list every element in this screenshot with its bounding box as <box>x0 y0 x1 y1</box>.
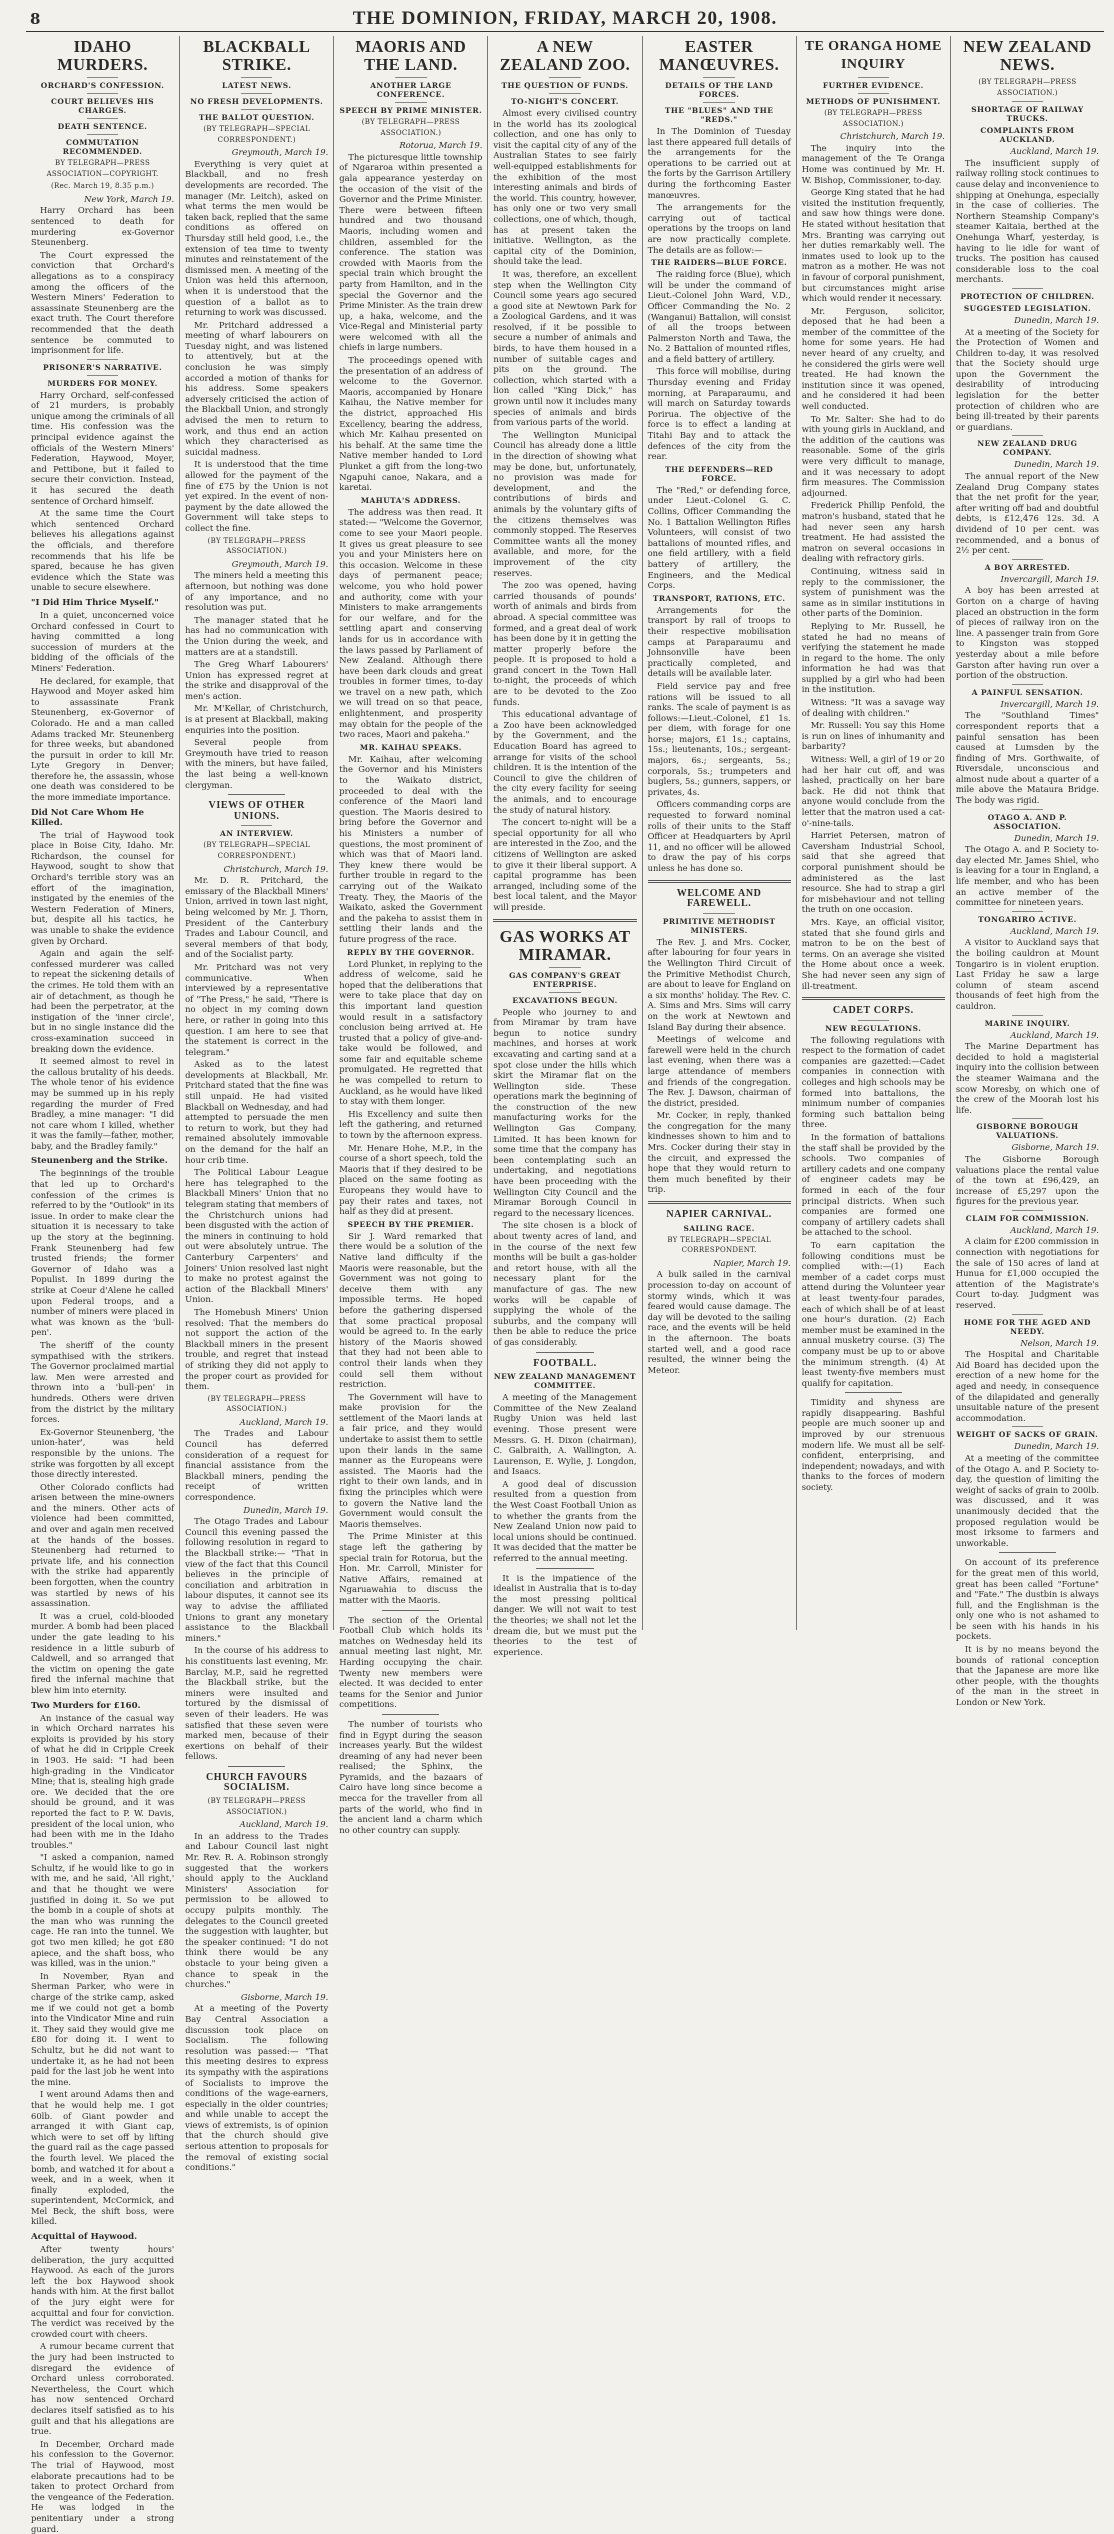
section-title: NAPIER CARNIVAL. <box>666 1209 772 1221</box>
paragraph: In the course of his address to his constituents last evening, Mr. Barclay, M.P., said he regretted the Blackball strike, but the miners were insulted and tortured by the dismissal of seven of their leaders. He was satisfied that these seven were marked men, because of their exertions on behalf of their fellows. <box>185 1645 329 1762</box>
paragraph: It seemed almost to revel in the callous brutality of his deeds. The whole tenor of his evidence may be summed up in his reply regarding the murder of Fred Bradley, a mine manager: "I did not care whom I killed, whether it was the family—father, mother, baby, and the Bradley family." <box>31 1056 175 1151</box>
paragraph: In November, Ryan and Sherman Parker, who were in charge of the strike camp, asked me if we could not get a bomb into the Vindicator Mine and ruin it. They said they would give me £80 for doing it. I went to Schultz, but he did not want to undertake it, as he had not been paid for the last job he went into the mine. <box>31 1970 175 2087</box>
headline: NEW ZEALAND NEWS. <box>963 37 1092 74</box>
newspaper-title: THE DOMINION, FRIDAY, MARCH 20, 1908. <box>352 8 778 29</box>
dateline: BY TELEGRAPH—PRESS ASSOCIATION—COPYRIGHT. <box>46 159 159 178</box>
dateline: (BY TELEGRAPH—SPECIAL CORRESPONDENT.) <box>203 125 311 144</box>
subheading: WEIGHT OF SACKS OF GRAIN. <box>956 1430 1099 1440</box>
paragraph: The "Red," or defending force, under Lieut.-Colonel G. C. Collins, Officer Commanding the No. 1 Battalion Wellington Rifles Volunteers, will consist of two battalions of mounted rifles, and one field artillery, with a field battery of artillery, the Engineers, and the Medical Corps. <box>647 484 791 591</box>
place-date: Gisborne, March 19. <box>1011 1142 1099 1153</box>
subheading: CLAIM FOR COMMISSION. <box>965 1213 1090 1223</box>
place-date: Auckland, March 19. <box>1010 1224 1099 1235</box>
paragraph: Almost every civilised country in the world has its zoological collection, and one has only to visit the capital city of any of the Australian States to see fairly well-equipped establishments for the exhibition of the most interesting animals and birds of the world. This country, however, has only one or two very small collections, one of which, though, has at present taken the initiative. Wellington, as the capital city of the Dominion, should take the lead. <box>493 108 637 267</box>
headline: BLACKBALL STRIKE. <box>203 37 311 74</box>
subheading: GISBORNE BOROUGH VALUATIONS. <box>976 1122 1079 1141</box>
dateline: (Rec. March 19, 8.35 p.m.) <box>51 182 155 191</box>
paragraph: Witness: "It was a savage way of dealing with children." <box>801 697 945 718</box>
paragraph: Field service pay and free rations will be issued to all ranks. The scale of payment is as follows:—Lieut.-Colonel, £1 1s. per diem, with forage for one horse; majors, £1 1s.; captains, 15s.; lieutenants, 10s.; sergeant-majors, 6s.; sergeants, 5s.; corporals, 5s.; trumpeters and buglers, 5s.; gunners, sappers, or privates, 4s. <box>647 680 791 797</box>
paragraph: Lord Plunket, in replying to the address of welcome, said he hoped that the deliberations that were to take place that day on this important land question would result in a satisfactory conclusion being arrived at. He trusted that a policy of give-and-take would be followed, and some fair and equitable scheme promulgated. He regretted that he was compelled to return to Auckland, as he would have liked to stay with them longer. <box>339 958 483 1107</box>
subheading: METHODS OF PUNISHMENT. <box>806 97 941 106</box>
subheading: THE DEFENDERS—RED FORCE. <box>665 464 774 483</box>
paragraph: At the same time the Court which sentenced Orchard believes his allegations against the officials, and therefore recommends that his life be spared, because he has given evidence which the State was unable to secure elsewhere. <box>31 508 175 593</box>
paragraph: The Prime Minister at this stage left the gathering by special train for Rotorua, but the Hon. Mr. Carroll, Minister for Native Affairs, remained at Ngaruawahia to discuss the matter with the Maoris. <box>339 1531 483 1605</box>
subheading: TONGARIRO ACTIVE. <box>978 914 1077 924</box>
paragraph: The Greg Wharf Labourers' Union has expressed regret at the strike and disapproval of the men's action. <box>185 659 329 701</box>
paragraph: The arrangements for the carrying out of tactical operations by the troops on land are now practically complete. The details are as follow:— <box>647 202 791 255</box>
subheading: PRISONER'S NARRATIVE. <box>43 362 163 372</box>
paragraph: At a meeting of the Poverty Bay Central Association a discussion took place on Socialism. The following resolution was passed:— "That this meeting desires to express its sympathy with the aspirations of Socialists to improve the conditions of the wage-earners, especially in the older countries; and while unable to accept the views of extremists, is of opinion that the church should give serious attention to proposals for the removal of existing social conditions." <box>185 2003 329 2173</box>
subheading: COMPLAINTS FROM AUCKLAND. <box>980 126 1075 145</box>
headline: MAORIS AND THE LAND. <box>355 37 467 74</box>
column-new-zealand-zoo <box>487 36 641 1657</box>
paragraph: A bulk sailed in the carnival procession to-day on account of stormy winds, which it was feared would cause damage. The day will be devoted to the sailing race, and the events will be held in the afternoon. The boats started well, and a good race resulted, the winner being the Meteor. <box>647 1269 791 1375</box>
subheading: NEW REGULATIONS. <box>825 1023 922 1033</box>
paragraph: The section of the Oriental Football Club which holds its matches on Wednesday held its annual meeting last night, Mr. Harding occupying the chair. Twenty new members were elected. It was decided to enter teams for the Senior and Junior competitions. <box>339 1614 483 1710</box>
paragraph: To Mr. Salter: She had to do with young girls in Auckland, and the addition of the cautions was reasonable. Some of the girls were very difficult to manage, and it was necessary to adopt firm measures. The Commission adjourned. <box>801 413 945 498</box>
paragraph: In an address to the Trades and Labour Council last night Mr. Rev. R. A. Robinson strongly suggested that the workers should apply to the Auckland Ministers' Association for permission to be allowed to occupy pulpits monthly. The delegates to the Council greeted the suggestion with laughter, but the speaker continued: "I do not think there would be any obstacle to your being given a chance to speak in the churches." <box>185 1830 329 1990</box>
paragraph: Sir J. Ward remarked that there would be a solution of the Native land difficulty if the Maoris were reasonable, but the Government was not going to deceive them with any impossible terms. He hoped before the gathering dispersed that some practical proposal would be agreed to. In the early history of the Maoris showed that they had not been able to control their lands when they could sell them without restriction. <box>339 1230 483 1390</box>
section-heading: "I Did Him Thrice Myself." <box>31 597 159 608</box>
paragraph: Everything is very quiet at Blackball, and no fresh developments are recorded. The manager (Mr. Leitch), asked on what terms the men would be taken back, replied that the same conditions as offered on Thursday still held good, i.e., the extension of tea time to twenty minutes and reinstatement of the dismissed men. A meeting of the Union was held this afternoon, when it is understood that the question of a ballot as to returning to work was discussed. <box>185 158 329 318</box>
subheading: GAS COMPANY'S GREAT ENTERPRISE. <box>509 970 621 989</box>
paragraph: The Rev. J. and Mrs. Cocker, after labouring for four years in the Wellington Third Circuit of the Primitive Methodist Church, are about to leave for England on a six months' holiday. The Rev. C. A. Sims and Mrs. Sims will carry on the work at Newtown and Island Bay during their absence. <box>647 936 791 1032</box>
paragraph: He declared, for example, that Haywood and Moyer asked him to assassinate Frank Steunenberg, ex-Governor of Colorado. He and a man called Adams tracked Mr. Steunenberg for three weeks, but abandoned the pursuit in order to kill Mr. Lyte Gregory in Denver; therefore he, the assassin, whose one death was considered to be the more immediate importance. <box>31 675 175 803</box>
place-date: Greymouth, March 19. <box>231 558 329 569</box>
place-date: Auckland, March 19. <box>1010 146 1099 157</box>
paragraph: A good deal of discussion resulted from a question from the West Coast Football Union as to whether the grants from the New Zealand Union now paid to local unions should be continued. It was decided that the matter be referred to the annual meeting. <box>493 1478 637 1564</box>
paragraph: Harry Orchard has been sentenced to death for murdering ex-Governor Steunenberg. <box>31 205 175 248</box>
column-idaho-murders <box>26 36 179 2534</box>
paragraph: The "Southland Times" correspondent reports that a painful sensation has been caused at Lumsden by the finding of Mrs. Gorthwaite, of Riversdale, unconscious and almost nude about a quarter of a mile above the Mataura Bridge. The body was rigid. <box>955 710 1099 806</box>
paragraph: A claim for £200 commission in connection with negotiations for the sale of 150 acres of land at Hunua for £1,000 occupied the attention of the Magistrate's Court to-day. Judgment was reserved. <box>955 1236 1099 1311</box>
subheading: SPEECH BY PRIME MINISTER. <box>339 106 483 115</box>
paragraph: George King stated that he had visited the institution frequently, and saw how things were done. He stated without hesitation that Mrs. Branting was carrying out her duties remarkably well. The inmates used to look up to the matron as a mother. He was not in favour of corporal punishment, but circumstances might arise which would render it necessary. <box>801 187 945 304</box>
section-heading: Two Murders for £160. <box>31 1700 141 1711</box>
paragraph: The Marine Department has decided to hold a magisterial inquiry into the collision between the steamer Waimana and the scow Moresby, on which one of the crew of the Moorah lost his life. <box>955 1041 1099 1115</box>
paragraph: The insufficient supply of railway rolling stock continues to cause delay and inconvenience to shipping at Onehunga, especially in the case of collieries. The Northern Steamship Company's steamer Kaitaia, berthed at the Onehunga Wharf, yesterday, is having to lie idle for want of trucks. The position has caused considerable loss to the coal merchants. <box>955 157 1099 285</box>
masthead <box>26 8 1104 32</box>
section-title: WELCOME AND FAREWELL. <box>676 887 762 910</box>
place-date: Dunedin, March 19. <box>1014 459 1099 470</box>
paragraph: The manager stated that he has had no communication with the Union during the week, and matters are at a standstill. <box>185 614 329 657</box>
place-date: Gisborne, March 19. <box>240 1991 329 2002</box>
paragraph: It was a cruel, cold-blooded murder. A bomb had been placed under the gate leading to his residence in a little suburb of Caldwell, and so arranged that the victim on opening the gate fired the infernal machine that blew him into eternity. <box>31 1610 175 1695</box>
subheading: LATEST NEWS. <box>222 81 292 90</box>
paragraph: The zoo was opened, having carried thousands of pounds' worth of animals and birds from abroad. A special committee was formed, and a great deal of work has been done by it in getting the matter properly before the people. It is proposed to hold a grand concert in the Town Hall to-night, the proceeds of which are to be devoted to the Zoo funds. <box>493 580 637 707</box>
dateline: (BY TELEGRAPH—PRESS ASSOCIATION.) <box>207 536 306 556</box>
paragraph: In a quiet, unconcerned voice Orchard confessed in Court to having committed a long succession of murders at the bidding of the officials of the Miners' Federation. <box>31 609 175 673</box>
paragraph: The address was then read. It stated:— "Welcome the Governor, come to see your Maori people. It gives us great pleasure to see you and your Ministers here on this occasion. Welcome in these days of permanent peace; welcome, you who hold power and authority, come with your Ministers to make arrangements for our welfare, and for the settling apart and conserving lands for us in accordance with the laws passed by Parliament of New Zealand. Although there have been dark clouds and great troubles in former times, to-day we travel on a new path, which we will tread on so that peace, enlightenment, and prosperity may obtain for the people of the two races, Maori and pakeha." <box>339 506 483 740</box>
subheading: AN INTERVIEW. <box>220 829 294 839</box>
paragraph: Mr. D. R. Pritchard, the emissary of the Blackball Miners' Union, arrived in town last night, being welcomed by Mr. J. Thorn, President of the Canterbury Trades and Labour Council, and several members of that body, and of the Socialist party. <box>185 875 329 960</box>
subheading: NEW ZEALAND MANAGEMENT COMMITTEE. <box>493 1372 637 1391</box>
place-date: Invercargill, March 19. <box>1000 698 1099 709</box>
subheading: THE QUESTION OF FUNDS. <box>501 81 629 90</box>
paragraph: Mr. Pritchard addressed a meeting of wharf labourers on Tuesday night, and was listened to attentively, but at the conclusion he was simply accorded a motion of thanks for his address. Some speakers adversely criticised the action of the Blackball Union, and strongly advised the men to return to work, and thus end an action which they characterised as suicidal madness. <box>185 319 329 457</box>
dateline: (BY TELEGRAPH—PRESS ASSOCIATION.) <box>207 1394 306 1414</box>
paragraph: The Otago Trades and Labour Council this evening passed the following resolution in regard to the Blackball strike:— "That in view of the fact that this Council believes in the principle of conciliation and arbitration in labour disputes, it cannot see its way to advise the affiliated Unions to grant any monetary assistance to the Blackball miners." <box>185 1516 329 1643</box>
place-date: Dunedin, March 19. <box>1014 314 1099 325</box>
paragraph: The inquiry into the management of the Te Oranga Home was continued by Mr. H. W. Bishop, Commissioner, to-day. <box>801 142 945 185</box>
section-heading: Did Not Care Whom He Killed. <box>31 807 144 828</box>
paragraph: The Political Labour League here has telegraphed to the Blackball Miners' Union that no telegram stating that members of the Christchurch unions had been disgusted with the action of the miners in continuing to hold out were absolutely untrue. The Canterbury Carpenters' and Joiners' Union resolved last night to make no protest against the action of the Blackball Miners' Union. <box>185 1167 329 1305</box>
paragraph: The site chosen is a block of about twenty acres of land, and in the course of the next few months will be built a gas-holder and retort house, with all the necessary plant for the manufacture of gas. The new works will be capable of supplying the whole of the suburbs, and the company will then be able to reduce the price of gas considerably. <box>493 1220 637 1347</box>
paragraph: In The Dominion of Tuesday last there appeared full details of the arrangements for the operations to be carried out at the forts by the Garrison Artillery during the forthcoming Easter manœuvres. <box>647 126 791 200</box>
paragraph: I went around Adams then and that he would help me. I got 60lb. of Giant powder and arranged it with Giant cap, which were to set off by lifting the guard rail as the cage passed the fourth level. We placed the bomb, and watched it for about a week, and in a week, when it finally exploded, the superintendent, McCormick, and Mel Beck, the shift boss, were killed. <box>31 2089 175 2227</box>
place-date: New York, March 19. <box>84 193 175 204</box>
place-date: Rotorua, March 19. <box>399 140 483 151</box>
subheading: REPLY BY THE GOVERNOR. <box>347 947 475 957</box>
column-maoris-and-land <box>333 36 487 1835</box>
paragraph: Replying to Mr. Russell, he stated he had no means of verifying the statement he made in regard to the home. The only information he had was that supplied by a girl who had been in the institution. <box>801 620 945 695</box>
headline: IDAHO MURDERS. <box>57 37 148 74</box>
subheading: SHORTAGE OF RAILWAY TRUCKS. <box>971 105 1084 124</box>
paragraph: After twenty hours' deliberation, the jury acquitted Haywood. As each of the jurors left the box Haywood shook hands with him. At the first ballot of the jury eight were for acquittal and four for conviction. The verdict was received by the crowded court with cheers. <box>31 2244 175 2339</box>
subheading: HOME FOR THE AGED AND NEEDY. <box>963 1317 1091 1336</box>
paragraph: Asked as to the latest developments at Blackball, Mr. Pritchard stated that the fine was still unpaid. He had visited Blackball on Wednesday, and had attempted to persuade the men to return to work, but they had remained absolutely immovable on the demand for the half an hour crib time. <box>185 1059 329 1165</box>
paragraph: Mr. Kaihau, after welcoming the Governor and his Ministers to the Waikato district, proceeded to deal with the conference of the Maori land question. The Maoris desired to bring before the Governor and his Ministers a number of questions, the most prominent of which was that of Maori land. They knew there would be further trouble in regard to the carrying out of the Waikato Treaty. They, the Maoris of the Waikato, asked the Government and the pakeha to assist them in settling their lands and the future progress of the race. <box>339 753 483 944</box>
paragraph: His Excellency and suite then left the gathering, and returned to town by the afternoon express. <box>339 1108 483 1141</box>
place-date: Greymouth, March 19. <box>231 147 329 158</box>
paragraph: The beginnings of the trouble that led up to Orchard's confession of the crimes is referred to by the "Outlook" in its issue. In order to make clear the situation it is necessary to take up the story at the beginning. Frank Steunenberg had few trusted friends; the former Governor of Idaho was a Populist. In 1899 during the strike at Coeur d'Alene he called upon Federal troops, and a number of miners were placed in what was known as the 'bull-pen'. <box>31 1168 175 1338</box>
paragraph: It is by no means beyond the bounds of rational conception that the Japanese are more like other people, with the thoughts of the man in the street in London or New York. <box>955 1644 1099 1708</box>
subheading: NO FRESH DEVELOPMENTS. <box>190 97 324 106</box>
subheading: PROTECTION OF CHILDREN. <box>960 291 1095 301</box>
paragraph: The sheriff of the county sympathised with the strikers. The Governor proclaimed martial law. Men were arrested and thrown into a 'bull-pen' in hundreds. Others were driven from the district by the military forces. <box>31 1339 175 1425</box>
place-date: Christchurch, March 19. <box>840 131 945 142</box>
place-date: Invercargill, March 19. <box>1000 573 1099 584</box>
paragraph: Again and again the self-confessed murderer was called to repeat the sickening details of the crimes. He told them with an air of detachment, as though he had been the perpetrator, at the instigation of the 'inner circle', but in no single instance did the cross-examination succeed in breaking down the evidence. <box>31 948 175 1054</box>
paragraph: The raiding force (Blue), which will be under the command of Lieut.-Colonel John Ward, V.D., Officer Commanding the No. 2 (Wanganui) Battalion, will consist of all the troops between Palmerston North and Tawa, the No. 2 Battalion of mounted rifles, and a field battery of artillery. <box>647 269 791 364</box>
paragraph: It was, therefore, an excellent step when the Wellington City Council some years ago secured a good site at Newtown Park for a Zoological Gardens, and it was resolved, if it be possible to secure a number of animals and birds, to have them housed in a number of suitable cages and pits on the ground. The collection, which started with a lion called "King Dick," has grown until now it includes many species of animals and birds from various parts of the world. <box>493 268 637 428</box>
headline: TE ORANGA HOME INQUIRY <box>804 39 942 72</box>
dateline: (BY TELEGRAPH—PRESS ASSOCIATION.) <box>824 109 923 128</box>
paragraph: It is the impatience of the idealist in Australia that is to-day the most pressing political danger. We will not wait to test the theories; we shall not let the dream die, but we must put the theories to the test of experience. <box>493 1572 637 1657</box>
paragraph: Frederick Phillip Penfold, the matron's husband, stated that he had never seen any harsh treatment. He had assisted the matron on several occasions in dealing with refractory girls. <box>801 500 945 564</box>
headline: A NEW ZEALAND ZOO. <box>499 37 631 74</box>
paragraph: In the formation of battalions the staff shall be provided by the schools. Two companies of artillery cadets and one company of engineer cadets may be formed in each of the four principal districts. When such companies are formed one company of artillery cadets shall be attached to the school. <box>801 1132 945 1238</box>
subheading: A BOY ARRESTED. <box>984 562 1071 572</box>
paragraph: Arrangements for the transport by rail of troops to their respective mobilisation camps at Paraparaumu and Johnsonville have been practically completed, and details will be available later. <box>647 604 791 679</box>
place-date: Auckland, March 19. <box>239 1416 329 1427</box>
paragraph: An instance of the casual way in which Orchard narrates his exploits is provided by his story of what he did in Cripple Creek in 1903. He said: "I had been high-grading in the Vindicator Mine; that is, stealing high grade ore. We decided that the ore should be ground, and it was reported the fact to P. W. Davis, president of the local union, who had been with me in the Idaho troubles." <box>31 1712 175 1850</box>
section-title: FOOTBALL. <box>533 1357 597 1369</box>
paragraph: This force will mobilise, during Thursday evening and Friday morning, at Paraparaumu, and will march on Saturday towards Porirua. The objective of the force is to effect a landing at Titahi Bay and to attack the defences of the city from the rear. <box>647 366 791 462</box>
subheading: DETAILS OF THE LAND FORCES. <box>665 81 774 99</box>
paragraph: Mr. Cocker, in reply, thanked the congregation for the many kindnesses shown to him and to Mrs. Cocker during their stay in the circuit, and expressed the hope that they would return to them much benefited by their trip. <box>647 1110 791 1195</box>
paragraph: People who journey to and from Miramar by tram have begun to notice sundry machines, and horses at work excavating and carting sand at a spot close under the hills which skirt the Miramar flat on the Wellington side. These operations mark the beginning of the construction of the new manufacturing works for the Wellington Gas Company, Limited. It has been known for some time that the company has been contemplating such an undertaking, and negotiations have been proceeding with the Wellington City Council and the Miramar Borough Council in regard to the necessary licences. <box>493 1006 637 1218</box>
subheading: THE "BLUES" AND THE "REDS." <box>664 106 774 124</box>
paragraph: Mr. Russell: You say this Home is run on lines of inhumanity and barbarity? <box>801 720 945 752</box>
place-date: Dunedin, March 19. <box>1014 1441 1099 1452</box>
paragraph: Mr. Ferguson, solicitor, deposed that he had been a member of the committee of the home for some years. He had never heard of any cruelty, and he considered the girls were well treated. He had known the institution since it was opened, and he considered it had been well conducted. <box>801 305 945 412</box>
paragraph: The proceedings opened with the presentation of an address of welcome to the Governor. Maoris, accompanied by Honare Kaihau, the Native member for the district, approached His Excellency, bearing the address, which Mr. Kaihau presented on his behalf. At the same time the Native member handed to Lord Plunket a gift from the long-two Ngapuhi canoe, Nakara, and a karetai. <box>339 355 483 493</box>
paragraph: The Gisborne Borough valuations place the rental value of the town at £96,429, an increase of £5,297 upon the figures for the previous year. <box>955 1153 1099 1207</box>
paragraph: "I asked a companion, named Schultz, if he would like to go in with me, and he said, 'All right,' and that he thought we were justified in doing it. So we put the bomb in a couple of shots at the man who was running the cage. He ran into the tunnel. We got two men killed; he got £80 apiece, and the shaft boss, who was killed, was in the union." <box>31 1852 175 1969</box>
section-title: CADET CORPS. <box>832 1005 914 1017</box>
paragraph: The Trades and Labour Council has deferred consideration of a request for financial assistance from the Blackball miners, pending the receipt of written correspondence. <box>185 1428 329 1503</box>
paragraph: At a meeting of the Society for the Protection of Women and Children to-day, it was resolved that the Society should urge upon the Government the desirability of introducing legislation for the better protection of children who are being ill-treated by their parents or guardians. <box>955 326 1099 432</box>
paragraph: Officers commanding corps are requested to forward nominal rolls of their units to the Staff Officer at Headquarters by April 11, and no officer will be allowed to draw the pay of his corps unless he has done so. <box>647 799 791 873</box>
paragraph: In December, Orchard made his confession to the Governor. The trial of Haywood, most elaborate precautions had to be taken to protect Orchard from the vengeance of the Federation. He was lodged in the penitentiary under a strong guard. <box>31 2438 175 2534</box>
paragraph: Timidity and shyness are rapidly disappearing. Bashful people are much sooner up and improved by our strenuous modern life. We must all be self-confident, enterprising, and independent; nowadays, and with thanks to the forces of modern society. <box>801 1397 945 1493</box>
paragraph: Harriet Petersen, matron of Caversham Industrial School, said that she agreed that corporal punishment should be administered as the last resource. She had to strap a girl for misbehaviour and not telling the truth on one occasion. <box>801 830 945 915</box>
column-te-oranga-home-inquiry <box>796 36 950 1630</box>
section-heading: Acquittal of Haywood. <box>31 2232 138 2243</box>
subheading: COURT BELIEVES HIS CHARGES. <box>51 97 155 115</box>
subheading: ANOTHER LARGE CONFERENCE. <box>370 81 452 99</box>
subheading: FURTHER EVIDENCE. <box>822 81 924 90</box>
paragraph: Several people from Greymouth have tried to reason with the miners, but have failed, the last being a well-known clergyman. <box>185 737 329 790</box>
columns <box>26 36 1104 2534</box>
subheading: NEW ZEALAND DRUG COMPANY. <box>977 439 1078 458</box>
place-date: Auckland, March 19. <box>1010 1029 1099 1040</box>
paragraph: Harry Orchard, self-confessed of 21 murders, is probably unique among the criminals of all time. His confession was the principal evidence against the officials of the Western Miners' Federation, Haywood, Moyer, and Pettibone, but it failed to secure their conviction. Instead, it has secured the death sentence of Orchard himself. <box>31 389 175 506</box>
paragraph: Ex-Governor Steunenberg, 'the union-hater', was held responsible by the unions. The strike was forgotten by all except those directly interested. <box>31 1426 175 1480</box>
section-title: VIEWS OF OTHER UNIONS. <box>208 800 305 822</box>
paragraph: To earn capitation the following conditions must be complied with:—(1) Each member of a cadet corps must attend during the Volunteer year at least twenty-four parades, each of which shall be of at least one hour's duration. (2) Each member must be examined in the annual musketry course. (3) The company must be up to or above the minimum strength. (4) At least twenty-five members must qualify for capitation. <box>801 1239 945 1388</box>
place-date: Dunedin, March 19. <box>1014 832 1099 843</box>
subheading: OTAGO A. AND P. ASSOCIATION. <box>987 812 1068 831</box>
paragraph: Mr. Pritchard was not very communicative. When interviewed by a representative of "The Press," he said, "There is no object in my coming down here, or rather in going into this question. I am here to see that the statement is correct in the telegram." <box>185 961 329 1057</box>
place-date: Auckland, March 19. <box>239 1819 329 1830</box>
column-blackball-strike <box>179 36 333 2173</box>
place-date: Nelson, March 19. <box>1020 1337 1099 1348</box>
paragraph: The Wellington Municipal Council has already done a little in the direction of showing what may be done, but, unfortunately, no provision was made for development, and the contributions of birds and animals by the voluntary gifts of the citizens themselves was commonly stopped. The Reserves Committee wants all the money available, and more, for the improvement of the city reserves. <box>493 429 637 578</box>
subheading: COMMUTATION RECOMMENDED. <box>62 138 143 156</box>
paragraph: The picturesque little township of Ngararoa within presented a gala appearance yesterday on the occasion of the visit of the Governor and the Prime Minister. There were between fifteen hundred and two thousand Maoris, including women and children, assembled for the conference. The station was crowded with Maoris from the special train which brought the party from Hamilton, and in the special the Governor and the Prime Minister. As the train drew up, a haka, welcome, and the Vice-Regal and Ministerial party were welcomed with all the chiefs in large numbers. <box>339 151 483 353</box>
subheading: MAHUTA'S ADDRESS. <box>360 495 461 505</box>
section-heading: Steunenberg and the Strike. <box>31 1156 168 1167</box>
subheading: THE BALLOT QUESTION. <box>198 113 315 122</box>
subheading: THE RAIDERS—BLUE FORCE. <box>651 258 788 268</box>
paragraph: On account of its preference for the great men of this world, great has been called "Fortune" and "Fate." The dustbin is always full, and the Englishman is the only one who is not ashamed to be seen with his hands in his pockets. <box>955 1557 1099 1642</box>
paragraph: The Government will have to make provision for the settlement of the Maori lands at a fair price, and they would undertake to assist them to settle upon their lands in the same manner as the Europeans were assisted. The Maoris had the right to their own lands, and in fixing the principles which were to govern the Native land the Government would consult the Maoris themselves. <box>339 1391 483 1529</box>
dateline: BY TELEGRAPH—SPECIAL CORRESPONDENT. <box>667 1235 771 1255</box>
paragraph: The Otago A. and P. Society to-day elected Mr. James Shiel, who is leaving for a tour in England, a life member, and who has been an active member of the committee for nineteen years. <box>955 844 1099 908</box>
subheading: PRIMITIVE METHODIST MINISTERS. <box>662 916 776 935</box>
page-number: 8 <box>30 10 41 28</box>
paragraph: Mr. M'Kellar, of Christchurch, is at present at Blackball, making enquiries into the position. <box>185 703 329 735</box>
paragraph: Other Colorado conflicts had arisen between the mine-owners and the miners. Other acts of violence had been committed, and over and again men received at the hands of the bosses. Steunenberg had returned to private life, and his connection with the strike had apparently been forgotten, when the country was startled by news of his assassination. <box>31 1481 175 1609</box>
subheading: SUGGESTED LEGISLATION. <box>963 303 1092 313</box>
subheading: A PAINFUL SENSATION. <box>971 687 1084 697</box>
paragraph: The concert to-night will be a special opportunity for all who are interested in the Zoo, and the citizens of Wellington are asked to give it their liberal support. A capital programme has been arranged, including some of the best local talent, and the Mayor will preside. <box>493 817 637 912</box>
paragraph: A boy has been arrested at Gorton on a charge of having placed an obstruction in the form of pieces of railway iron on the line. A passenger train from Gore to Kingston was stopped yesterday about a mile before Garston after having run over a portion of the obstruction. <box>955 585 1099 681</box>
paragraph: A visitor to Auckland says that the boiling cauldron at Mount Tongariro is in violent eruption. Last Friday he saw a large column of steam ascend thousands of feet high from the cauldron. <box>955 937 1099 1011</box>
dateline: (BY TELEGRAPH—SPECIAL CORRESPONDENT.) <box>203 841 311 860</box>
subheading: TO-NIGHT'S CONCERT. <box>511 97 619 106</box>
dateline: (BY TELEGRAPH—PRESS ASSOCIATION.) <box>978 78 1077 97</box>
headline: GAS WORKS AT MIRAMAR. <box>499 926 631 964</box>
subheading: DEATH SENTENCE. <box>57 122 148 131</box>
place-date: Dunedin, March 19. <box>243 1504 329 1515</box>
paragraph: It is understood that the time allowed for the payment of the fine of £75 by the Union is not yet expired. In the event of non-payment by the date allowed the Government will take steps to collect the fine. <box>185 459 329 533</box>
headline: EASTER MANŒUVRES. <box>659 37 780 74</box>
subheading: MR. KAIHAU SPEAKS. <box>359 742 462 752</box>
subheading: MURDERS FOR MONEY. <box>47 378 158 388</box>
paragraph: The following regulations with respect to the formation of cadet companies are gazetted:—Cadet companies in connection with colleges and high schools may be formed into battalions, the minimum number of companies forming such battalion being three. <box>801 1034 945 1130</box>
paragraph: The trial of Haywood took place in Boise City, Idaho. Mr. Richardson, the counsel for Haywood, sought to show that Orchard's terrible story was an effort of the imagination, instigated by the enemies of the Western Federation of Miners, but, despite all his tactics, he was unable to shake the evidence given by Orchard. <box>31 829 175 946</box>
paragraph: The number of tourists who find in Egypt during the season increases yearly. But the wildest dreaming of any had never been realised; the Sphinx, the Pyramids, and the bazaars of Cairo have long since become a mecca for the traveller from all parts of the world, who find in the ancient land a charm which no other country can supply. <box>339 1718 483 1835</box>
paragraph: Witness: Well, a girl of 19 or 20 had her hair cut off, and was lashed, practically on her bare back. He did not think that anyone would conclude from the letter that the matron used a cat-o'-nine-tails. <box>801 754 945 828</box>
paragraph: Mrs. Kaye, an official visitor, stated that she found girls and matron to be on the best of terms. On an average she visited the Home about once a week. She had never seen any sign of ill-treatment. <box>801 916 945 991</box>
paragraph: The Homebush Miners' Union resolved: That the members do not support the action of the Blackball miners in the present trouble, and regret that instead of striking they did not apply to the proper court as provided for them. <box>185 1306 329 1392</box>
paragraph: The Court expressed the conviction that Orchard's allegations as to a conspiracy among the officers of the Western Miners' Federation to assassinate Steunenberg are the exact truth. The Court therefore recommended that the death sentence be commuted to imprisonment for life. <box>31 249 175 356</box>
subheading: TRANSPORT, RATIONS, ETC. <box>652 593 786 603</box>
subheading: SPEECH BY THE PREMIER. <box>347 1219 475 1229</box>
paragraph: The miners held a meeting this afternoon, but nothing was done of any importance, and no resolution was put. <box>185 570 329 613</box>
dateline: (BY TELEGRAPH—PRESS ASSOCIATION.) <box>361 118 460 137</box>
paragraph: The annual report of the New Zealand Drug Company states that the net profit for the year, after writing off bad and doubtful debts, is £12,476 12s. 3d. A dividend of 10 per cent. was recommended, and a bonus of 2½ per cent. <box>955 471 1099 556</box>
paragraph: Meetings of welcome and farewell were held in the church last evening, when there was a large attendance of members and friends of the congregation. The Rev. J. Dawson, chairman of the district, presided. <box>647 1034 791 1108</box>
paragraph: The Hospital and Charitable Aid Board has decided upon the erection of a new home for the aged and needy, in consequence of the dilapidated and generally unsuitable nature of the present accommodation. <box>955 1349 1099 1423</box>
section-title: CHURCH FAVOURS SOCIALISM. <box>205 1771 308 1794</box>
dateline: (BY TELEGRAPH—PRESS ASSOCIATION.) <box>207 1797 306 1816</box>
place-date: Christchurch, March 19. <box>223 863 329 874</box>
subheading: MARINE INQUIRY. <box>984 1018 1071 1028</box>
subheading: ORCHARD'S CONFESSION. <box>40 81 165 90</box>
paragraph: A meeting of the Management Committee of the New Zealand Rugby Union was held last evening. Those present were Messrs. G. H. Dixon (chairman), C. Galbraith, A. Wallington, A. Laurenson, E. Wylie, J. Longdon, and Isaacs. <box>493 1392 637 1477</box>
paragraph: A rumour became current that the jury had been instructed to disregard the evidence of Orchard unless corroborated. Nevertheless, the Court which has now sentenced Orchard declares itself satisfied as to his guilt and that his allegations are true. <box>31 2341 175 2437</box>
place-date: Auckland, March 19. <box>1010 925 1099 936</box>
paragraph: At a meeting of the committee of the Otago A. and P. Society to-day, the question of limiting the weight of sacks of grain to 200lb. was discussed, and it was unanimously decided that the proposed regulation would be most irksome to farmers and unworkable. <box>955 1452 1099 1548</box>
column-easter-manoeuvres <box>642 36 796 1630</box>
paragraph: This educational advantage of a Zoo have been acknowledged by the Government, and the Education Board has agreed to arrange for visits of the school children. It is the intention of the Council to give the children of the city every facility for seeing the animals, and to encourage the study of natural history. <box>493 709 637 815</box>
paragraph: Mr. Henare Hohe, M.P., in the course of a short speech, told the Maoris that if they desired to be placed on the same footing as Europeans they would have to pay their rates and taxes, not half as they did at present. <box>339 1142 483 1217</box>
column-new-zealand-news <box>950 36 1104 1708</box>
place-date: Napier, March 19. <box>713 1257 791 1268</box>
paragraph: Continuing, witness said in reply to the commissioner, the system of punishment was the same as in similar institutions in other parts of the Dominion. <box>801 565 945 619</box>
subheading: EXCAVATIONS BEGUN. <box>512 995 618 1005</box>
subheading: SAILING RACE. <box>683 1223 755 1233</box>
